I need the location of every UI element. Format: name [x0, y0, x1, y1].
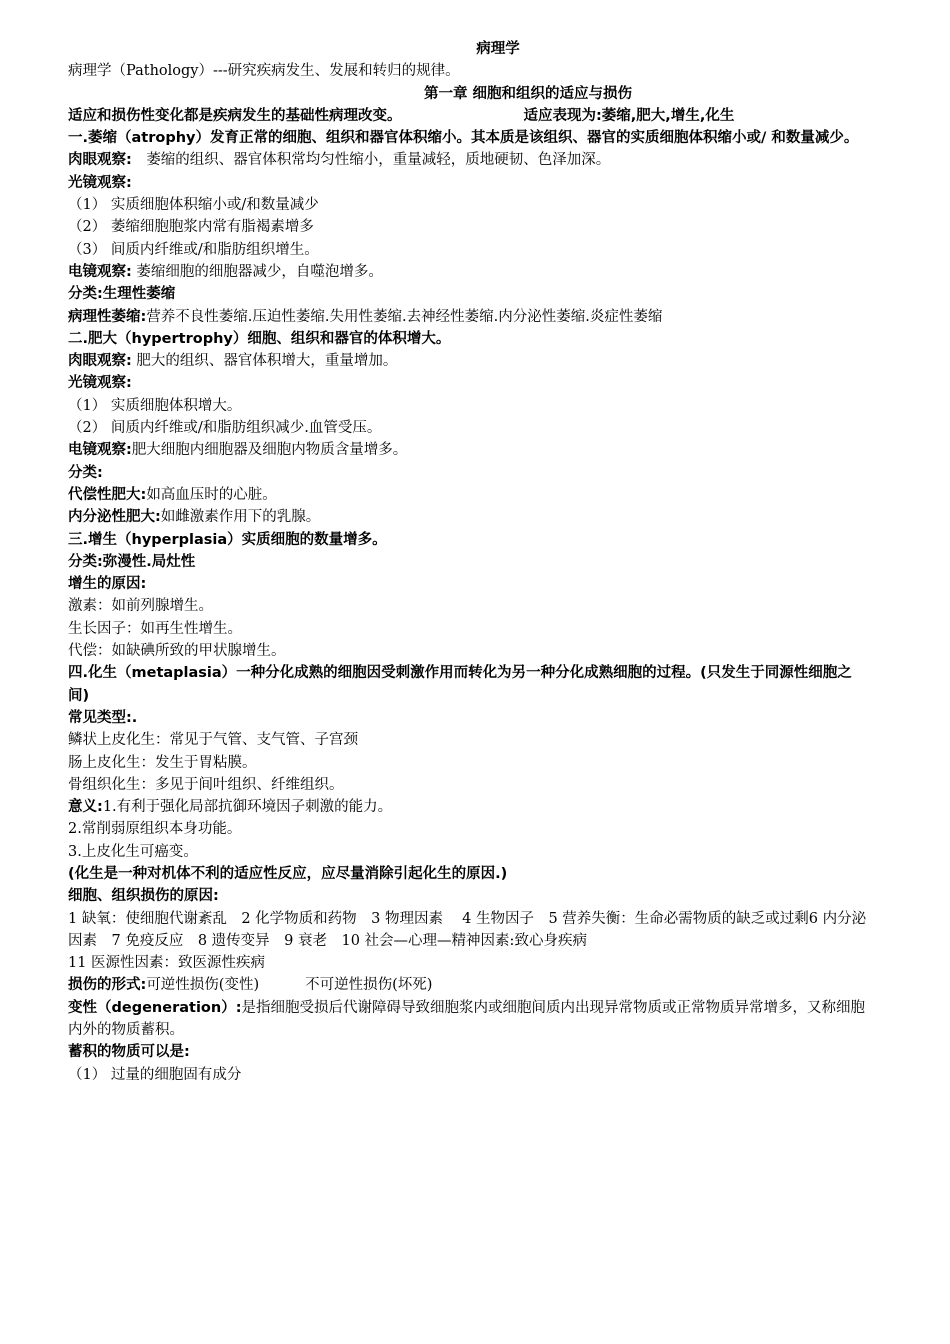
- injury-degeneration: [68, 997, 868, 1042]
- injury-form: [68, 974, 868, 996]
- hypertrophy-class-label: 分类:: [68, 464, 103, 481]
- hypertrophy-em-text: 肥大细胞内细胞器及细胞内物质含量增多。: [131, 442, 408, 459]
- atrophy-em: [68, 261, 868, 283]
- metaplasia-meaning: [68, 796, 868, 818]
- metaplasia-meaning-label: 意义:: [68, 799, 103, 816]
- atrophy-patho-label: 病理性萎缩:: [68, 308, 147, 325]
- hypertrophy-gross-label: 肉眼观察:: [68, 353, 132, 370]
- metaplasia-meaning-2: 2.常削弱原组织本身功能。: [68, 821, 242, 838]
- hyperplasia-heading: 三.增生（hyperplasia）实质细胞的数量增多。: [68, 531, 387, 548]
- hypertrophy-micro-label: 光镜观察:: [68, 375, 132, 392]
- metaplasia-meaning-3: 3.上皮化生可癌变。: [68, 843, 198, 860]
- atrophy-micro-item-2: （2） 萎缩细胞胞浆内常有脂褐素增多: [68, 219, 314, 236]
- hypertrophy-em: [68, 439, 868, 461]
- injury-cause-label: 细胞、组织损伤的原因:: [68, 888, 219, 905]
- metaplasia-heading: 四.化生（metaplasia）一种分化成熟的细胞因受刺激作用而转化为另一种分化成熟细胞的过程。(只发生于同源性细胞之间): [68, 665, 852, 704]
- atrophy-gross-label: 肉眼观察:: [68, 152, 132, 169]
- metaplasia-type-2: 肠上皮化生：发生于胃粘膜。: [68, 754, 257, 771]
- document-page: [68, 38, 868, 1086]
- atrophy-heading: 一.萎缩（atrophy）发育正常的细胞、组织和器官体积缩小。其本质是该组织、器官的实质细胞体积缩小或/ 和数量减少。: [68, 130, 859, 147]
- atrophy-micro-label: 光镜观察:: [68, 174, 132, 191]
- injury-degen-label: 变性（degeneration）:: [68, 999, 242, 1016]
- metaplasia-note: (化生是一种对机体不利的适应性反应，应尽量消除引起化生的原因.): [68, 865, 508, 882]
- injury-degen-text: 是指细胞受损后代谢障碍导致细胞浆内或细胞间质内出现异常物质或正常物质异常增多，又称细胞内外的物质蓄积。: [68, 999, 866, 1039]
- atrophy-gross-text: 萎缩的组织、器官体积常均匀性缩小，重量减轻，质地硬韧、色泽加深。: [146, 152, 611, 169]
- chapter-heading: 第一章 细胞和组织的适应与损伤: [423, 85, 633, 102]
- hypertrophy-comp-label: 代偿性肥大:: [68, 486, 147, 503]
- atrophy-em-text: 萎缩细胞的细胞器减少，自噬泡增多。: [131, 263, 383, 280]
- atrophy-micro-item-1: （1） 实质细胞体积缩小或/和数量减少: [68, 197, 319, 214]
- hyperplasia-cause-3: 代偿：如缺碘所致的甲状腺增生。: [68, 643, 286, 660]
- intro-line: 病理学（Pathology）---研究疾病发生、发展和转归的规律。: [68, 63, 460, 80]
- atrophy-gross: [68, 149, 868, 171]
- hypertrophy-comp-text: 如高血压时的心脏。: [146, 486, 277, 503]
- hyperplasia-class: 分类:弥漫性.局灶性: [68, 553, 196, 570]
- summary-left: 适应和损伤性变化都是疾病发生的基础性病理改变。: [68, 107, 402, 124]
- hyperplasia-cause-label: 增生的原因:: [68, 576, 147, 593]
- injury-form-label: 损伤的形式:: [68, 977, 147, 994]
- injury-accum-label: 蓄积的物质可以是:: [68, 1044, 190, 1061]
- atrophy-patho-text: 营养不良性萎缩.压迫性萎缩.失用性萎缩.去神经性萎缩.内分泌性萎缩.炎症性萎缩: [146, 308, 663, 325]
- hypertrophy-compensatory: [68, 484, 868, 506]
- metaplasia-types-label: 常见类型:.: [68, 709, 138, 726]
- atrophy-class: 分类:生理性萎缩: [68, 286, 176, 303]
- hyperplasia-cause-2: 生长因子：如再生性增生。: [68, 620, 242, 637]
- hypertrophy-endocrine: [68, 506, 868, 528]
- metaplasia-type-1: 鳞状上皮化生：常见于气管、支气管、子宫颈: [68, 732, 358, 749]
- injury-cause-text: 1 缺氧：使细胞代谢紊乱 2 化学物质和药物 3 物理因素 4 生物因子 5 营养失衡：生命必需物质的缺乏或过剩6 内分泌因素 7 免疫反应 8 遗传变异 9 衰老 10 社会—心理—精神因素:致心身疾病: [68, 910, 867, 949]
- atrophy-em-label: 电镜观察:: [68, 263, 132, 280]
- atrophy-patho: [68, 306, 868, 328]
- injury-accum-item-1: （1） 过量的细胞固有成分: [68, 1066, 242, 1083]
- hyperplasia-cause-1: 激素：如前列腺增生。: [68, 598, 213, 615]
- injury-cause-text-2: 11 医源性因素：致医源性疾病: [68, 955, 266, 972]
- hypertrophy-heading: 二.肥大（hypertrophy）细胞、组织和器官的体积增大。: [68, 330, 451, 347]
- hypertrophy-micro-item-2: （2） 间质内纤维或/和脂肪组织减少.血管受压。: [68, 420, 382, 437]
- hypertrophy-gross-text: 肥大的组织、器官体积增大，重量增加。: [131, 353, 398, 370]
- metaplasia-type-3: 骨组织化生：多见于间叶组织、纤维组织。: [68, 776, 344, 793]
- hypertrophy-endo-text: 如雌激素作用下的乳腺。: [160, 509, 321, 526]
- summary-line: [68, 105, 868, 127]
- hypertrophy-endo-label: 内分泌性肥大:: [68, 509, 161, 526]
- document-title: 病理学: [476, 41, 520, 57]
- hypertrophy-micro-item-1: （1） 实质细胞体积增大。: [68, 397, 242, 414]
- injury-form-irreversible: 不可逆性损伤(坏死): [305, 977, 433, 994]
- summary-right: 适应表现为:萎缩,肥大,增生,化生: [523, 107, 735, 124]
- hypertrophy-em-label: 电镜观察:: [68, 442, 132, 459]
- metaplasia-meaning-1: 1.有利于强化局部抗御环境因子刺激的能力。: [102, 799, 393, 816]
- injury-form-reversible: 可逆性损伤(变性): [146, 977, 260, 994]
- hypertrophy-gross: [68, 350, 868, 372]
- atrophy-micro-item-3: （3） 间质内纤维或/和脂肪组织增生。: [68, 241, 319, 258]
